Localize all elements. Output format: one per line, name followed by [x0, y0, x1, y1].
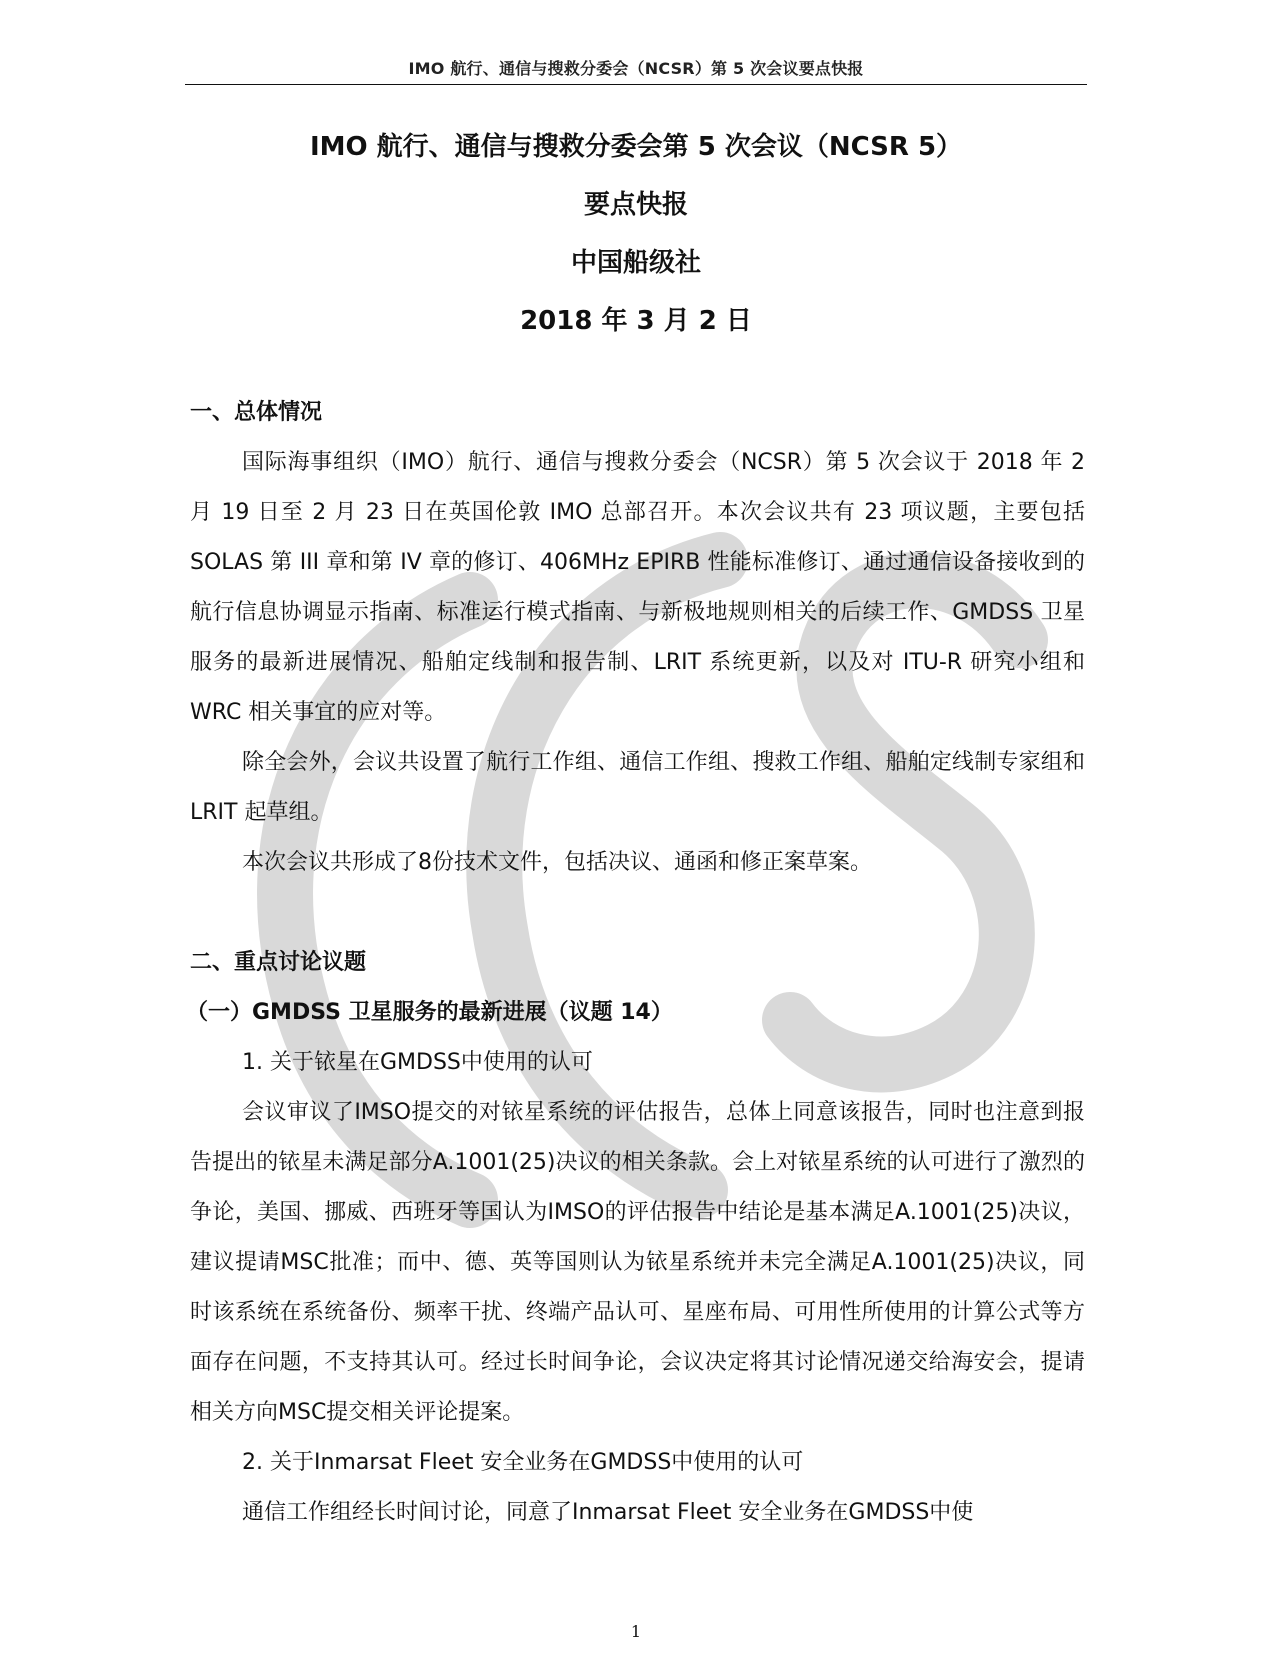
title-block — [185, 118, 1087, 350]
paragraph-overview: 国际海事组织（IMO）航行、通信与搜救分委会（NCSR）第 5 次会议于 2018 年 2 月 19 日至 2 月 23 日在英国伦敦 IMO 总部召开。本次会议共有 23 项议题，主要包括 SOLAS 第 III 章和第 IV 章的修订、406MHz EPIRB 性能标准修订、通过通信设备接收到的航行信息协调显示指南、标准运行模式指南、与新极地规则相关的后续工作、GMDSS 卫星服务的最新进展情况、船舶定线制和报告制、LRIT 系统更新，以及对 ITU-R 研究小组和 WRC 相关事宜的应对等。 — [190, 450, 1085, 725]
subsection-heading-gmdss: （一）GMDSS 卫星服务的最新进展（议题 14） — [186, 1000, 673, 1025]
section-heading-key-topics: 二、重点讨论议题 — [190, 950, 367, 975]
paragraph-working-groups: 除全会外，会议共设置了航行工作组、通信工作组、搜救工作组、船舶定线制专家组和 LRIT 起草组。 — [190, 750, 1085, 825]
document-title: IMO 航行、通信与搜救分委会第 5 次会议（NCSR 5） — [309, 132, 963, 162]
document-issuer: 中国船级社 — [570, 248, 701, 278]
document-body — [186, 388, 1085, 1538]
running-header: IMO 航行、通信与搜救分委会（NCSR）第 5 次会议要点快报 — [408, 59, 864, 78]
item-heading-iridium: 1. 关于铱星在GMDSS中使用的认可 — [242, 1050, 593, 1075]
paragraph-iridium: 会议审议了IMSO提交的对铱星系统的评估报告，总体上同意该报告，同时也注意到报告提出的铱星未满足部分A.1001(25)决议的相关条款。会上对铱星系统的认可进行了激烈的争论，美国、挪威、西班牙等国认为IMSO的评估报告中结论是基本满足A.1001(25)决议，建议提请MSC批准；而中、德、英等国则认为铱星系统并未完全满足A.1001(25)决议，同时该系统在系统备份、频率干扰、终端产品认可、星座布局、可用性所使用的计算公式等方面存在问题，不支持其认可。经过长时间争论，会议决定将其讨论情况递交给海安会，提请相关方向MSC提交相关评论提案。 — [190, 1100, 1085, 1425]
header-rule — [185, 84, 1087, 85]
document-date: 2018 年 3 月 2 日 — [520, 306, 752, 336]
page-number: 1 — [630, 1622, 642, 1641]
section-heading-overview: 一、总体情况 — [190, 400, 323, 425]
document-subtitle: 要点快报 — [583, 190, 688, 220]
item-heading-inmarsat: 2. 关于Inmarsat Fleet 安全业务在GMDSS中使用的认可 — [242, 1450, 804, 1475]
paragraph-outputs: 本次会议共形成了8份技术文件，包括决议、通函和修正案草案。 — [242, 850, 872, 875]
paragraph-inmarsat: 通信工作组经长时间讨论，同意了Inmarsat Fleet 安全业务在GMDSS中使 — [242, 1500, 974, 1525]
